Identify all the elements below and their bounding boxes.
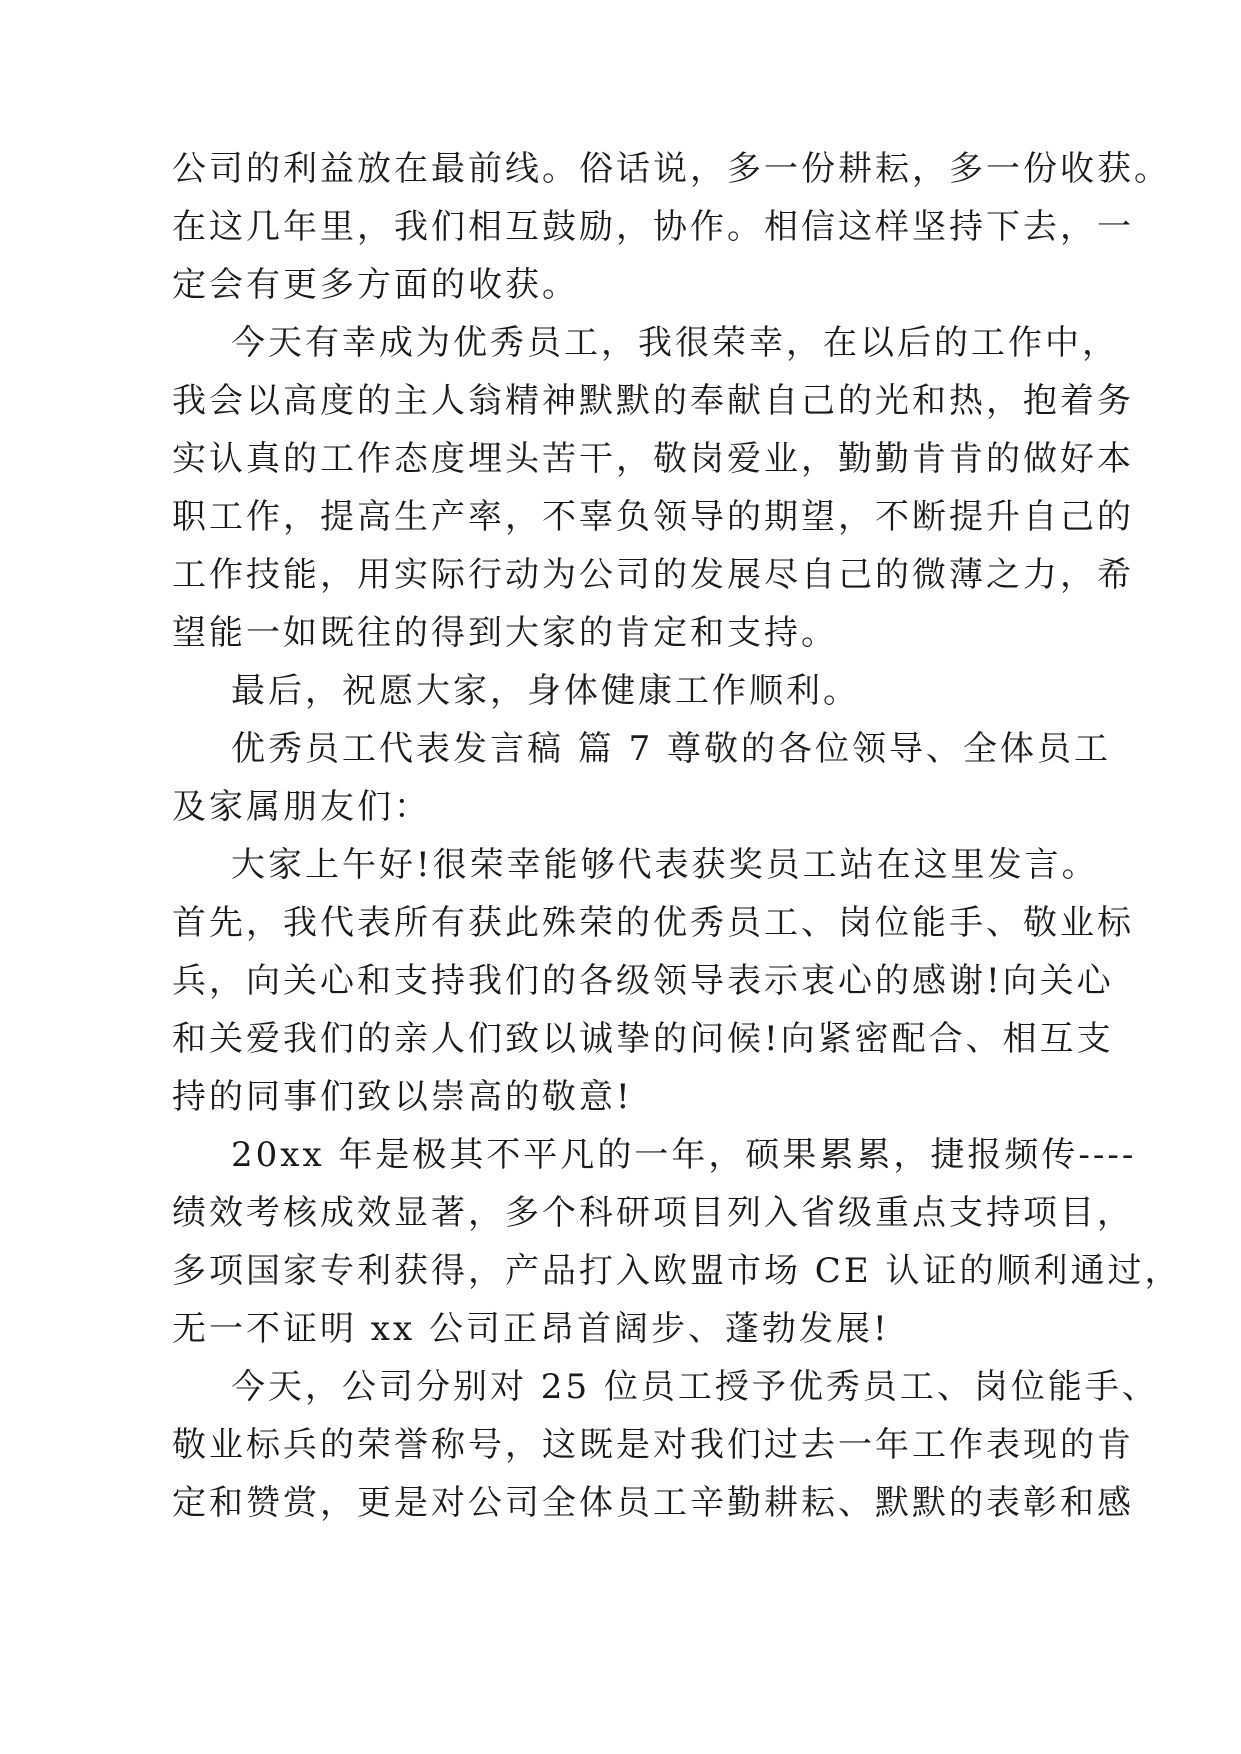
text-line: 兵，向关心和支持我们的各级领导表示衷心的感谢!向关心 xyxy=(172,961,1114,1001)
text-line: 今天有幸成为优秀员工，我很荣幸，在以后的工作中， xyxy=(231,323,1119,363)
text-line: 绩效考核成效显著，多个科研项目列入省级重点支持项目， xyxy=(172,1193,1134,1233)
text-line: 职工作，提高生产率，不辜负领导的期望，不断提升自己的 xyxy=(172,497,1134,537)
text-line: 望能一如既往的得到大家的肯定和支持。 xyxy=(172,613,838,653)
text-line: 20xx 年是极其不平凡的一年，硕果累累，捷报频传---- xyxy=(231,1135,1137,1175)
text-line: 我会以高度的主人翁精神默默的奉献自己的光和热，抱着务 xyxy=(172,381,1134,421)
text-line: 持的同事们致以崇高的敬意! xyxy=(172,1077,633,1117)
text-line: 多项国家专利获得，产品打入欧盟市场 CE 认证的顺利通过， xyxy=(172,1251,1182,1291)
text-line: 优秀员工代表发言稿 篇 7 尊敬的各位领导、全体员工 xyxy=(231,729,1112,769)
text-line: 工作技能，用实际行动为公司的发展尽自己的微薄之力，希 xyxy=(172,555,1134,595)
text-line: 及家属朋友们： xyxy=(172,787,431,827)
text-line: 定和赞赏，更是对公司全体员工辛勤耕耘、默默的表彰和感 xyxy=(172,1483,1134,1523)
text-line: 定会有更多方面的收获。 xyxy=(172,265,579,305)
text-line: 实认真的工作态度埋头苦干，敬岗爱业，勤勤肯肯的做好本 xyxy=(172,439,1134,479)
text-line: 和关爱我们的亲人们致以诚挚的问候!向紧密配合、相互支 xyxy=(172,1019,1114,1059)
text-line: 敬业标兵的荣誉称号，这既是对我们过去一年工作表现的肯 xyxy=(172,1425,1134,1465)
text-line: 大家上午好!很荣幸能够代表获奖员工站在这里发言。 xyxy=(231,845,1099,885)
text-line: 无一不证明 xx 公司正昂首阔步、蓬勃发展! xyxy=(172,1309,890,1349)
text-line: 今天，公司分别对 25 位员工授予优秀员工、岗位能手、 xyxy=(231,1367,1159,1407)
text-line: 最后，祝愿大家，身体健康工作顺利。 xyxy=(231,671,860,711)
text-line: 在这几年里，我们相互鼓励，协作。相信这样坚持下去，一 xyxy=(172,207,1134,247)
text-line: 首先，我代表所有获此殊荣的优秀员工、岗位能手、敬业标 xyxy=(172,903,1134,943)
text-line: 公司的利益放在最前线。俗话说，多一份耕耘，多一份收获。 xyxy=(172,149,1171,189)
